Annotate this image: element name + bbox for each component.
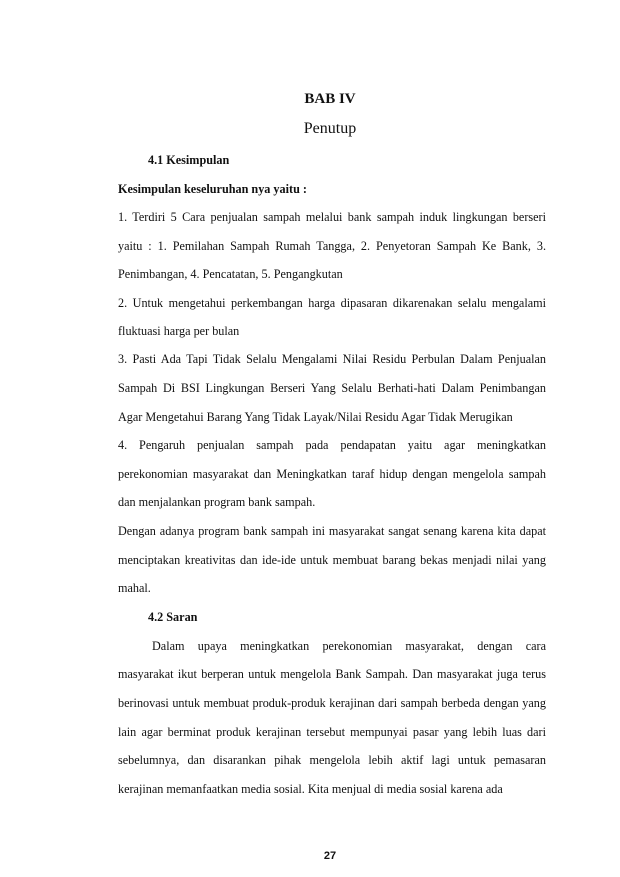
paragraph-line: Agar Mengetahui Barang Yang Tidak Layak/Nilai Residu Agar Tidak Merugikan <box>118 410 513 424</box>
paragraph-line: menciptakan kreativitas dan ide-ide untuk membuat barang bekas menjadi nilai yang <box>118 553 546 567</box>
paragraph-line: lain agar berminat produk kerajinan tersebut mempunyai pasar yang lebih luas dari <box>118 725 546 739</box>
paragraph-line: 1. Terdiri 5 Cara penjualan sampah melalui bank sampah induk lingkungan berseri <box>118 210 546 224</box>
paragraph-line: 3. Pasti Ada Tapi Tidak Selalu Mengalami Nilai Residu Perbulan Dalam Penjualan <box>118 352 546 366</box>
paragraph-line: 2. Untuk mengetahui perkembangan harga dipasaran dikarenakan selalu mengalami <box>118 296 546 310</box>
section-heading-saran: 4.2 Saran <box>148 610 198 624</box>
paragraph-line: sebelumnya, dan disarankan pihak mengelola lebih aktif lagi untuk pemasaran <box>118 753 546 767</box>
paragraph-line: kerajinan memanfaatkan media sosial. Kita menjual di media sosial karena ada <box>118 782 503 796</box>
paragraph-line: yaitu : 1. Pemilahan Sampah Rumah Tangga, 2. Penyetoran Sampah Ke Bank, 3. <box>118 239 546 253</box>
paragraph-line: Dalam upaya meningkatkan perekonomian masyarakat, dengan cara <box>152 639 546 653</box>
paragraph-line: berinovasi untuk membuat produk-produk kerajinan dari sampah berbeda dengan yang <box>118 696 546 710</box>
paragraph-line: dan menjalankan program bank sampah. <box>118 495 316 509</box>
summary-heading: Kesimpulan keseluruhan nya yaitu : <box>118 182 307 196</box>
paragraph-line: masyarakat ikut berperan untuk mengelola Bank Sampah. Dan masyarakat juga terus <box>118 667 546 681</box>
paragraph-line: Sampah Di BSI Lingkungan Berseri Yang Selalu Berhati-hati Dalam Penimbangan <box>118 381 546 395</box>
paragraph-line: Dengan adanya program bank sampah ini masyarakat sangat senang karena kita dapat <box>118 524 546 538</box>
paragraph-line: perekonomian masyarakat dan Meningkatkan taraf hidup dengan mengelola sampah <box>118 467 546 481</box>
paragraph-line: Penimbangan, 4. Pencatatan, 5. Pengangkutan <box>118 267 343 281</box>
paragraph-line: fluktuasi harga per bulan <box>118 324 240 338</box>
chapter-title: Penutup <box>303 120 357 137</box>
chapter-number: BAB IV <box>304 91 356 107</box>
paragraph-line: mahal. <box>118 581 151 595</box>
section-heading-kesimpulan: 4.1 Kesimpulan <box>148 153 230 167</box>
paragraph-line: 4. Pengaruh penjualan sampah pada pendapatan yaitu agar meningkatkan <box>118 438 546 452</box>
page-number: 27 <box>323 850 337 862</box>
